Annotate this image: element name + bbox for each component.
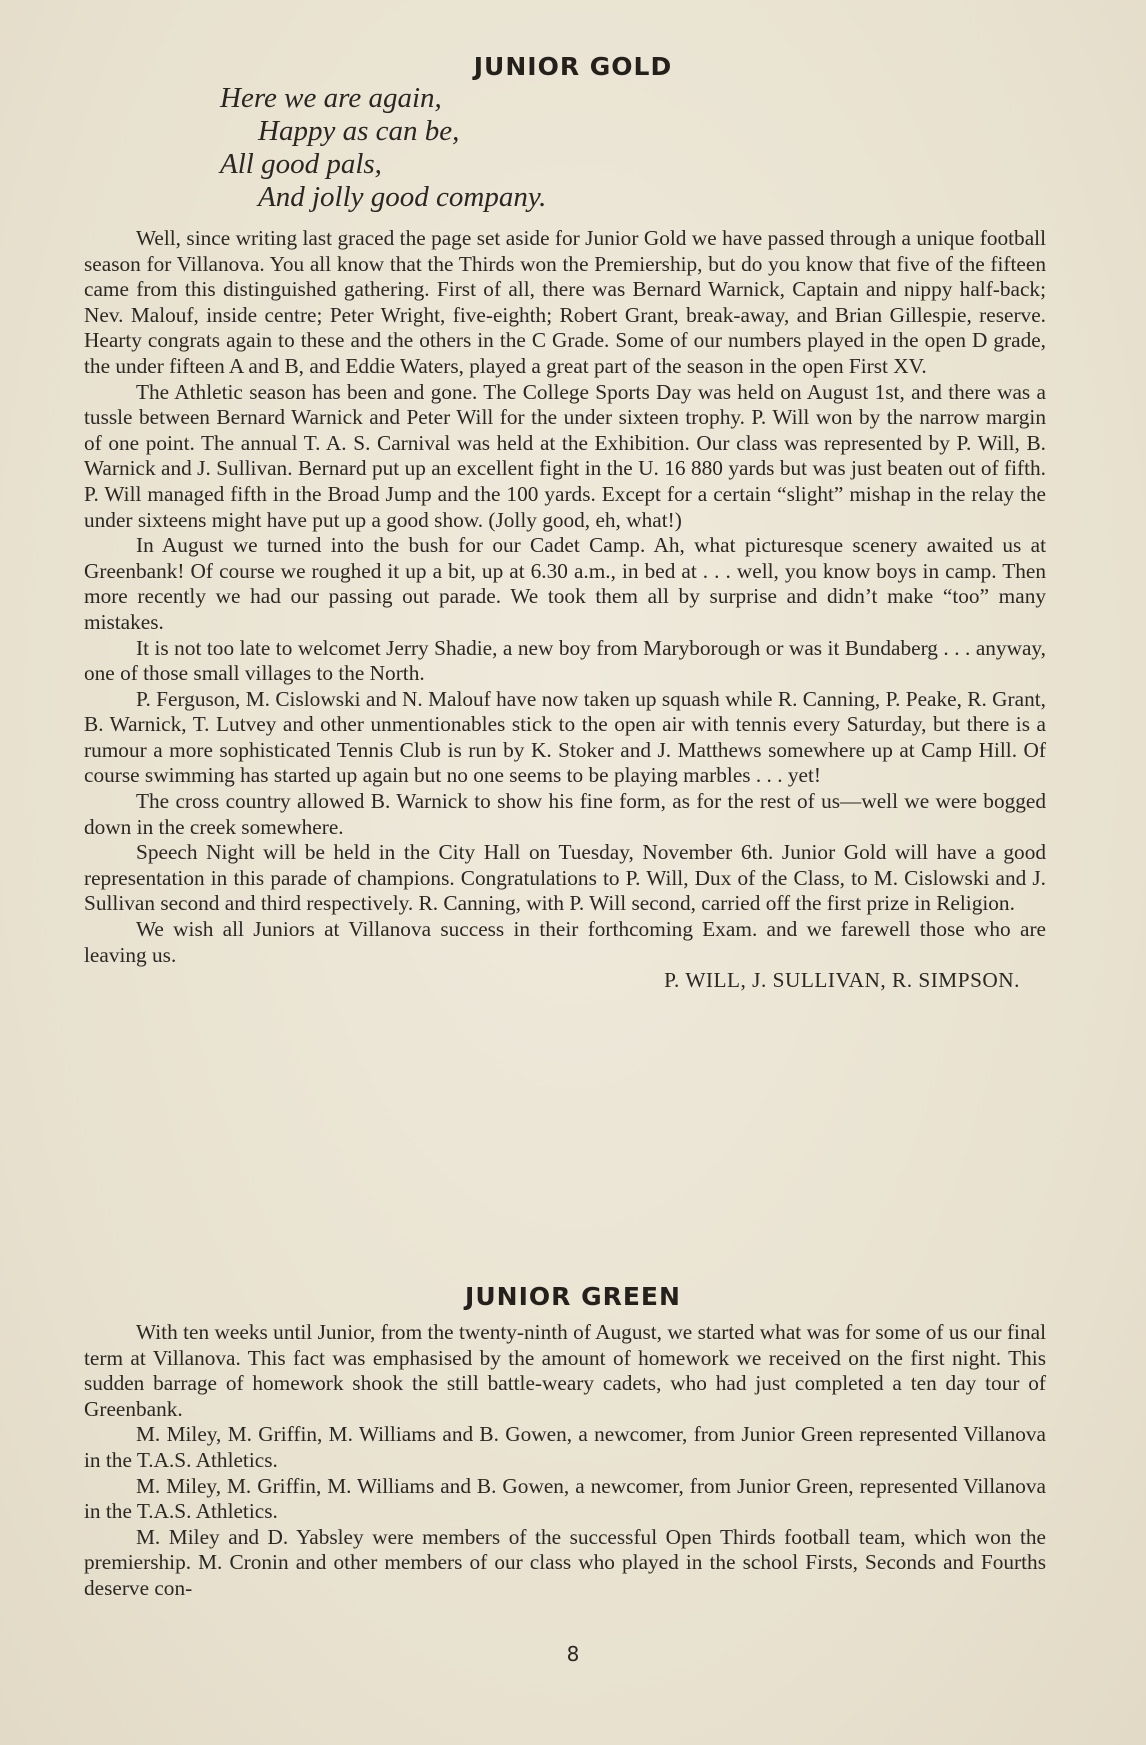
junior-gold-article: [84, 226, 1046, 994]
opening-verse: [220, 82, 546, 214]
paragraph: M. Miley, M. Griffin, M. Williams and B. Gowen, a newcomer, from Junior Green represented Villanova in the T.A.S. Athletics.: [84, 1422, 1046, 1472]
paragraph: It is not too late to welcomet Jerry Shadie, a new boy from Maryborough or was it Bundaberg . . . anyway, one of those small villages to the North.: [84, 635, 1046, 686]
junior-gold-heading: JUNIOR GOLD: [473, 52, 673, 81]
paragraph: M. Miley and D. Yabsley were members of the successful Open Thirds football team, which won the premiership. M. Cronin and other members of our class who played in the school Firsts, Seconds and Fourths deserve con-: [84, 1524, 1046, 1600]
paragraph: The cross country allowed B. Warnick to show his fine form, as for the rest of us—well we were bogged down in the creek somewhere.: [84, 789, 1046, 839]
paragraph: Well, since writing last graced the page set aside for Junior Gold we have passed through a unique football season for Villanova. You all know that the Thirds won the Premiership, but do you know that five of the fifteen came from this distinguished gathering. First of all, there was Bernard Warnick, Captain and nippy half-back; Nev. Malouf, inside centre; Peter Wright, five-eighth; Robert Grant, break-away, and Brian Gillespie, reserve. Hearty congrats again to these and the others in the C Grade. Some of our numbers played in the open D grade, the under fifteen A and B, and Eddie Waters, played a great part of the season in the open First XV.: [84, 226, 1046, 378]
junior-green-article: [84, 1320, 1046, 1602]
verse-line: All good pals,: [220, 148, 382, 180]
paragraph: P. Ferguson, M. Cislowski and N. Malouf have now taken up squash while R. Canning, P. Peake, R. Grant, B. Warnick, T. Lutvey and other unmentionables stick to the open air with tennis every Saturday, but there is a rumour a more sophisticated Tennis Club is run by K. Stoker and J. Matthews somewhere up at Camp Hill. Of course swimming has started up again but no one seems to be playing marbles . . . yet!: [84, 686, 1046, 788]
paragraph: We wish all Juniors at Villanova success in their forthcoming Exam. and we farewell those who are leaving us.: [84, 917, 1046, 967]
verse-line: And jolly good company.: [258, 181, 547, 213]
junior-green-heading: JUNIOR GREEN: [465, 1282, 681, 1311]
verse-line: Here we are again,: [220, 82, 442, 114]
paragraph: Speech Night will be held in the City Hall on Tuesday, November 6th. Junior Gold will have a good representation in this parade of champions. Congratulations to P. Will, Dux of the Class, to M. Cislowski and J. Sullivan second and third respectively. R. Canning, with P. Will second, carried off the first prize in Religion.: [84, 840, 1046, 916]
paragraph: With ten weeks until Junior, from the twenty-ninth of August, we started what was for some of us our final term at Villanova. This fact was emphasised by the amount of homework we received on the first night. This sudden barrage of homework shook the still battle-weary cadets, who had just completed a ten day tour of Greenbank.: [84, 1320, 1046, 1421]
author-signature: P. WILL, J. SULLIVAN, R. SIMPSON.: [664, 968, 1020, 993]
paragraph: M. Miley, M. Griffin, M. Williams and B. Gowen, a newcomer, from Junior Green, represented Villanova in the T.A.S. Athletics.: [84, 1473, 1046, 1524]
verse-line: Happy as can be,: [258, 115, 460, 147]
page-number: 8: [566, 1642, 580, 1666]
paragraph: In August we turned into the bush for our Cadet Camp. Ah, what picturesque scenery awaited us at Greenbank! Of course we roughed it up a bit, up at 6.30 a.m., in bed at . . . well, you know boys in camp. Then more recently we had our passing out parade. We took them all by surprise and didn’t make “too” many mistakes.: [84, 533, 1046, 634]
paragraph: The Athletic season has been and gone. The College Sports Day was held on August 1st, and there was a tussle between Bernard Warnick and Peter Will for the under sixteen trophy. P. Will won by the narrow margin of one point. The annual T. A. S. Carnival was held at the Exhibition. Our class was represented by P. Will, B. Warnick and J. Sullivan. Bernard put up an excellent fight in the U. 16 880 yards but was just beaten out of fifth. P. Will managed fifth in the Broad Jump and the 100 yards. Except for a certain “slight” mishap in the relay the under sixteens might have put up a good show. (Jolly good, eh, what!): [84, 379, 1046, 532]
